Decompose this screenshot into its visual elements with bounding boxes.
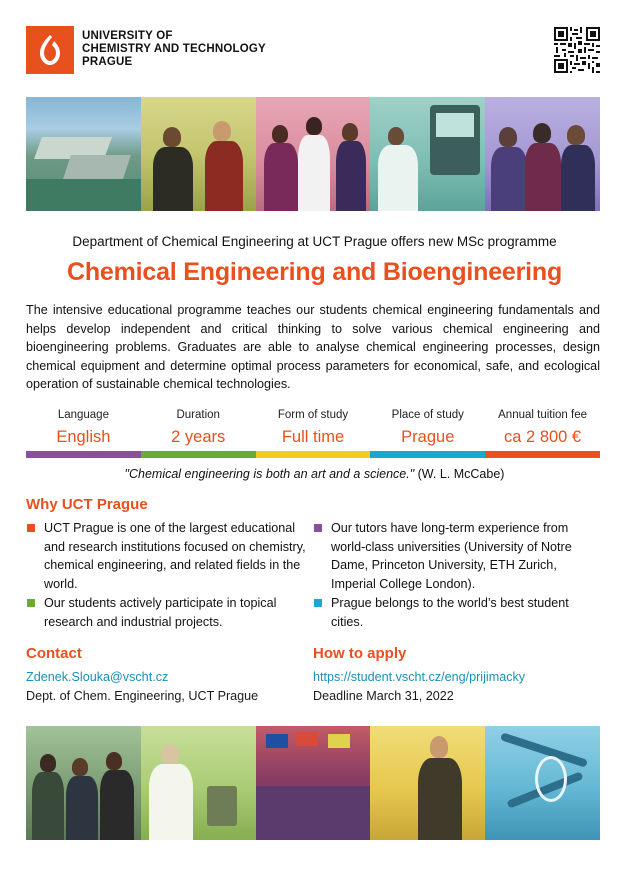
university-name-line: PRAGUE	[82, 56, 133, 68]
department-line: Department of Chemical Engineering at UCT Prague offers new MSc programme	[72, 234, 557, 249]
apply-details	[313, 668, 525, 706]
quote-text: "Chemical engineering is both an art and a science."	[124, 467, 415, 481]
list-item	[26, 594, 306, 631]
top-photo-strip	[26, 97, 600, 211]
students-outdoor-photo	[26, 726, 141, 840]
fact-color-bar	[370, 451, 485, 458]
list-item-text: Our students actively participate in topical research and industrial projects.	[44, 596, 277, 629]
fact-duration	[141, 407, 256, 458]
programme-facts	[26, 407, 600, 458]
programme-description: The intensive educational programme teaches our students chemical engineering fundamentals and helps develop independent and critical thinking to solve various chemical engineering and bioengineering problems. Graduates are able to analyse chemical engineering processes, design chemical equipment and determine optimal process parameters for economical, safe, and ecological operation of sustainable chemical technologies.	[26, 303, 600, 391]
fact-value: Prague	[401, 428, 455, 446]
list-item	[26, 519, 306, 593]
quote	[0, 467, 629, 481]
fact-label: Form of study	[277, 409, 349, 421]
lecturer-photo	[370, 726, 485, 840]
apply-heading: How to apply	[313, 645, 407, 662]
fact-color-bar	[141, 451, 256, 458]
quote-author: (W. L. McCabe)	[414, 467, 505, 481]
lab-work-photo	[141, 726, 256, 840]
fact-label: Place of study	[391, 409, 464, 421]
fact-value: English	[56, 428, 111, 446]
why-heading: Why UCT Prague	[26, 496, 148, 513]
students-group-photo	[485, 97, 600, 211]
list-item-text: Our tutors have long-term experience from world-class universities (University of Notre Dame, Princeton University, ETH Zurich, Imperial College London).	[331, 521, 572, 591]
fact-form-of-study	[256, 407, 371, 458]
university-name	[82, 30, 266, 69]
apply-deadline: Deadline March 31, 2022	[313, 689, 454, 703]
programme-title: Chemical Engineering and Bioengineering	[66, 258, 563, 286]
fact-color-bar	[485, 451, 600, 458]
fact-value: 2 years	[171, 428, 226, 446]
why-right-column	[313, 519, 603, 632]
contact-details	[26, 668, 258, 706]
apply-url-link[interactable]: https://student.vscht.cz/eng/prijimacky	[313, 670, 526, 684]
uct-logo	[26, 26, 74, 74]
square-bullet-icon	[314, 524, 322, 532]
fact-value: ca 2 800 €	[504, 428, 582, 446]
flame-logo-icon	[26, 26, 74, 74]
list-item-text: UCT Prague is one of the largest educational and research institutions focused on chemistry, chemical engineering, and related fields in the world.	[44, 521, 306, 591]
list-item	[313, 594, 603, 631]
square-bullet-icon	[27, 599, 35, 607]
contact-heading: Contact	[26, 645, 82, 662]
square-bullet-icon	[27, 524, 35, 532]
international-students-photo	[256, 726, 371, 840]
graduation-ceremony-photo	[141, 97, 256, 211]
laboratory-equipment-photo	[370, 97, 485, 211]
fact-language	[26, 407, 141, 458]
square-bullet-icon	[314, 599, 322, 607]
students-lab-photo	[256, 97, 371, 211]
fact-color-bar	[26, 451, 141, 458]
university-name-line: CHEMISTRY AND TECHNOLOGY	[82, 43, 266, 55]
contact-department: Dept. of Chem. Engineering, UCT Prague	[26, 689, 259, 703]
fact-label: Language	[57, 409, 109, 421]
qr-code-icon	[554, 27, 600, 73]
fact-value: Full time	[281, 428, 345, 446]
fact-label: Duration	[176, 409, 220, 421]
fact-tuition-fee	[485, 407, 600, 458]
list-item	[313, 519, 603, 593]
campus-aerial-photo	[26, 97, 141, 211]
chemical-apparatus-photo	[485, 726, 600, 840]
qr-code[interactable]	[554, 27, 600, 73]
fact-color-bar	[256, 451, 371, 458]
list-item-text: Prague belongs to the world’s best student cities.	[331, 596, 569, 629]
fact-label: Annual tuition fee	[498, 409, 588, 421]
bottom-photo-strip	[26, 726, 600, 840]
why-left-column	[26, 519, 306, 632]
university-name-line: UNIVERSITY OF	[82, 30, 173, 42]
contact-email-link[interactable]: Zdenek.Slouka@vscht.cz	[26, 670, 169, 684]
fact-place-of-study	[370, 407, 485, 458]
